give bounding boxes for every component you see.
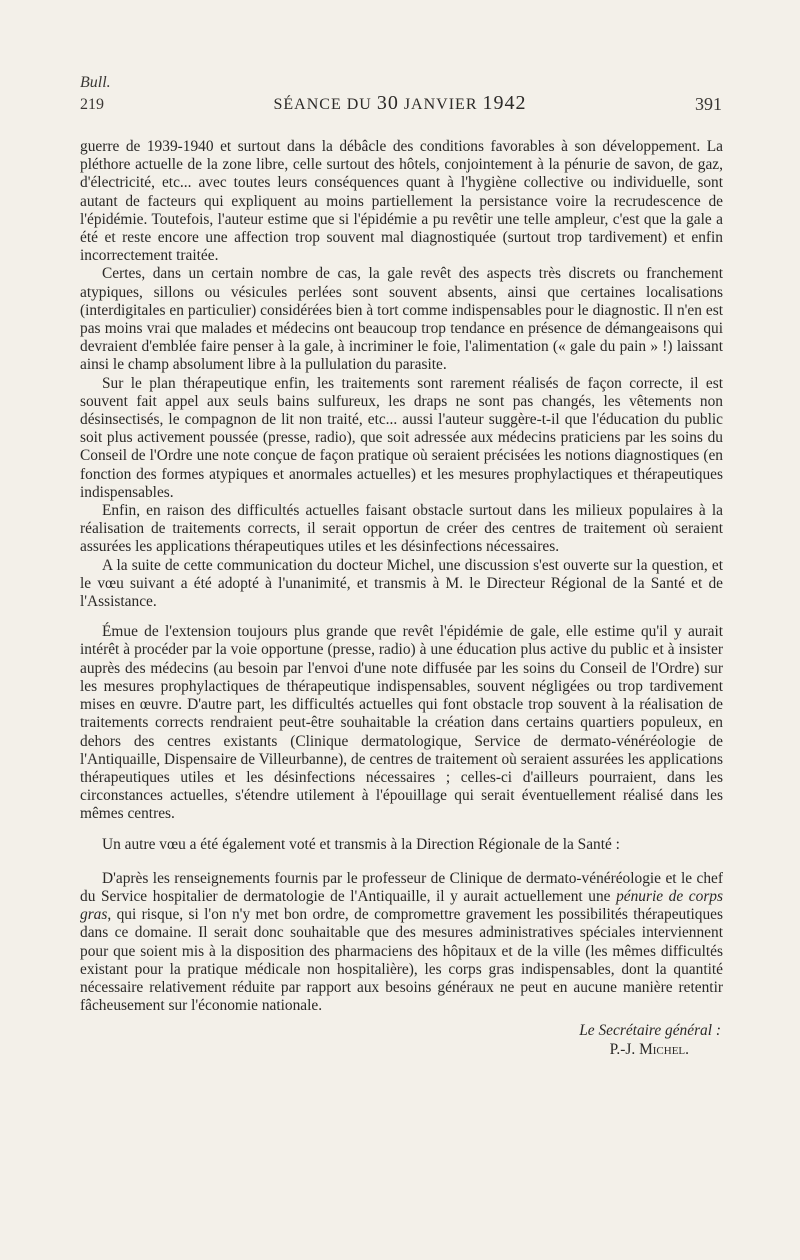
signatory-role: Le Secrétaire général : bbox=[579, 1022, 721, 1040]
title-month: JANVIER bbox=[398, 96, 483, 113]
signature-block bbox=[80, 1021, 723, 1059]
title-year: 1942 bbox=[482, 92, 527, 114]
title-prefix: SÉANCE DU bbox=[273, 96, 377, 113]
resolution-paragraph: Émue de l'extension toujours plus grande que revêt l'épidémie de gale, elle estime qu'il y aurait intérêt à procéder par la voie opportune (presse, radio) à une éducation plus active du public et à insister auprès des médecins (au besoin par l'envoi d'une note diffusée par les soins du Conseil de l'Ordre) sur les mesures prophylactiques de thérapeutique indispensables, souvent négligées ou trop tardivement mises en œuvre. D'autre part, les difficultés actuelles qui font obstacle trop souvent à la réalisation de traitements corrects rendraient peut-être souhaitable la création dans certains quartiers populeux, en dehors des centres existants (Clinique dermatologique, Service de dermato-vénéréologie de l'Antiquaille, Dispensaire de Villeurbanne), de centres de traitement où seraient assurées les applications thérapeutiques utiles et les désinfections nécessaires ; celles-ci d'ailleurs pourraient, dans les circonstances actuelles, s'étendre utilement à l'épouillage qui serait éventuellement réalisé dans les mêmes centres. bbox=[80, 623, 723, 823]
volume-number: 219 bbox=[80, 96, 104, 113]
paragraph: Un autre vœu a été également voté et transmis à la Direction Régionale de la Santé : bbox=[102, 835, 620, 853]
resolution-paragraph bbox=[80, 870, 723, 1016]
signatory-name: P.-J. Michel. bbox=[609, 1041, 689, 1059]
running-title bbox=[0, 92, 800, 115]
journal-abbreviation: Bull. bbox=[80, 74, 111, 91]
body-text bbox=[80, 138, 723, 1059]
paragraph: Sur le plan thérapeutique enfin, les traitements sont rarement réalisés de façon correcte, il est souvent fait appel aux seuls bains sulfureux, les draps ne sont pas changés, les vêtements non désinsectisés, le compagnon de lit non traité, etc... aussi l'auteur suggère-t-il que l'éducation du public soit plus activement poussée (presse, radio), que soit adressée aux médecins praticiens par les soins du Conseil de l'Ordre une note conçue de façon pratique où seraient précisées les notions diagnostiques (en fonction des formes atypiques et anormales actuelles) et les mesures prophylactiques et thérapeutiques indispensables. bbox=[80, 374, 723, 501]
title-day: 30 bbox=[376, 92, 399, 114]
paragraph: Enfin, en raison des difficultés actuelles faisant obstacle surtout dans les milieux populaires à la réalisation de traitements corrects, il serait opportun de créer des centres de traitement où seraient assurées les applications thérapeutiques utiles et les désinfections nécessaires. bbox=[80, 502, 723, 556]
paragraph: Certes, dans un certain nombre de cas, la gale revêt des aspects très discrets ou franchement atypiques, sillons ou vésicules perlées sont souvent absents, ainsi que certaines localisations (interdigitales en particulier) considérées bien à tort comme indispensables pour le diagnostic. Il n'en est pas moins vrai que malades et médecins ont beaucoup trop tendance en présence de démangeaisons qui devraient d'emblée faire penser à la gale, à incriminer le foie, l'alimentation (« gale du pain » !) laissant ainsi le champ absolument libre à la pullulation du parasite. bbox=[80, 265, 723, 374]
text-run: , qui risque, si l'on n'y met bon ordre, de compromettre gravement les possibilités thérapeutiques dans ce domaine. Il serait donc souhaitable que des mesures administratives spéciales interviennent pour que soient mis à la disposition des pharmaciens des hôpitaux et de la ville (les mêmes difficultés existant pour la pratique médicale non hospitalière), les corps gras indispensables, dont la quantité nécessaire relativement réduite par rapport aux besoins généraux ne peut en aucune manière retentir fâcheusement sur l'économie nationale. bbox=[80, 906, 723, 1015]
emphasis-text: pénurie de corps gras bbox=[80, 887, 723, 924]
paragraph: A la suite de cette communication du docteur Michel, une discussion s'est ouverte sur la question, et le vœu suivant a été adopté à l'unanimité, et transmis à M. le Directeur Régional de la Santé et de l'Assistance. bbox=[80, 556, 723, 611]
text-run: D'après les renseignements fournis par le professeur de Clinique de dermato-vénéréologie et le chef du Service hospitalier de dermatologie de l'Antiquaille, il y aurait actuellement une bbox=[80, 869, 723, 905]
paragraph: guerre de 1939-1940 et surtout dans la débâcle des conditions favorables à son développement. La pléthore actuelle de la zone libre, celle surtout des hôtels, conjointement à la pénurie de savon, de gaz, d'électricité, etc... avec toutes leurs conséquences quant à l'hygiène collective ou individuelle, sont autant de facteurs qui expliquent au moins partiellement la persistance voire la recrudescence de l'épidémie. Toutefois, l'auteur estime que si l'épidémie a pu revêtir une telle ampleur, c'est que la gale a été et reste encore une affection trop souvent mal diagnostiquée (surtout trop tardivement) et enfin incorrectement traitée. bbox=[80, 138, 723, 265]
page-number: 391 bbox=[695, 94, 722, 114]
